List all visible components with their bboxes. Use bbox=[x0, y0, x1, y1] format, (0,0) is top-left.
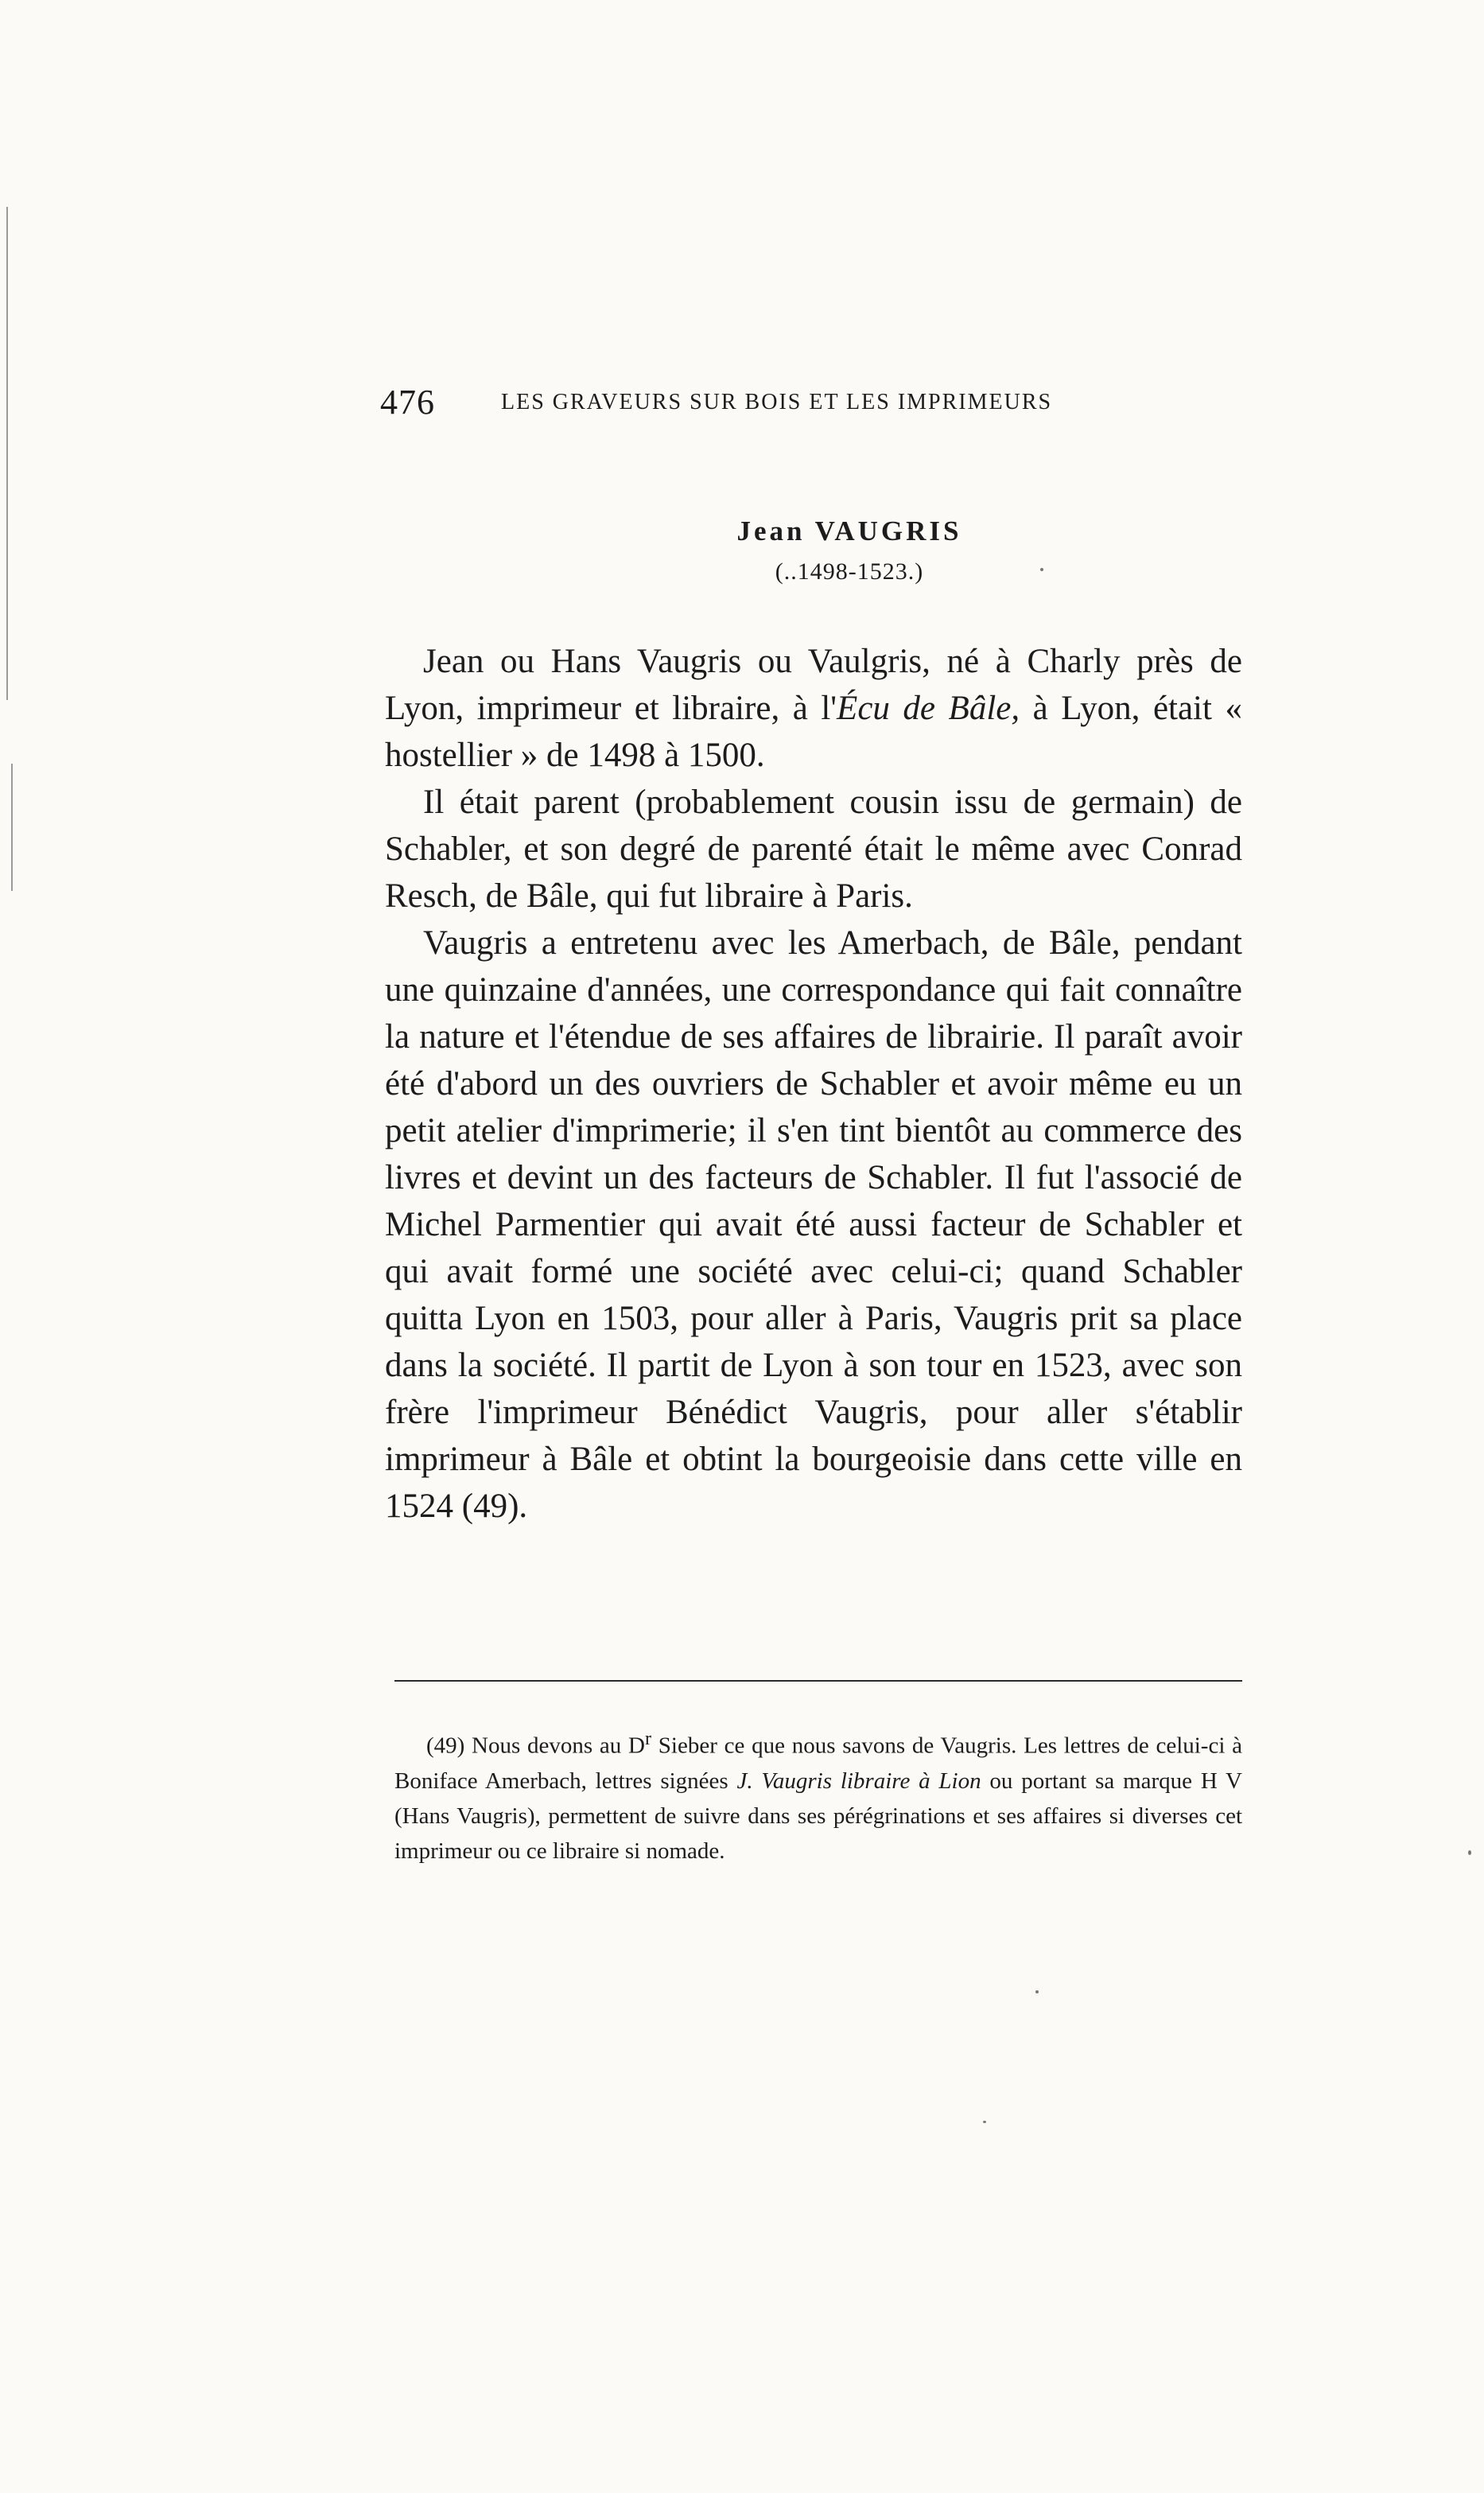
paragraph-1-text: Jean ou Hans Vaugris ou Vaulgris, né à Charly près de Lyon, imprimeur et libraire, à l' bbox=[385, 643, 1242, 727]
speck bbox=[1468, 1850, 1471, 1855]
footnote-superscript: r bbox=[645, 1728, 652, 1749]
running-title: LES GRAVEURS SUR BOIS ET LES IMPRIMEURS bbox=[501, 390, 1053, 414]
footnote-rule bbox=[394, 1680, 1242, 1682]
speck bbox=[983, 2121, 986, 2123]
paragraph-1 bbox=[385, 638, 1242, 779]
section-heading bbox=[380, 515, 1255, 585]
running-head bbox=[380, 382, 1255, 430]
paragraph-3: Vaugris a entretenu avec les Amerbach, de Bâle, pendant une quinzaine d'années, une correspondance qui fait connaître la nature et l'étendue de ses affaires de librairie. Il paraît avoir été d'abord un des ouvriers de Schabler et avoir même eu un petit atelier d'imprimerie; il s'en tint bientôt au commerce des livres et devint un des facteurs de Schabler. Il fut l'associé de Michel Parmentier qui avait été aussi facteur de Schabler et qui avait formé une société avec celui-ci; quand Schabler quitta Lyon en 1503, pour aller à Paris, Vaugris prit sa place dans la société. Il partit de Lyon à son tour en 1523, avec son frère l'imprimeur Bénédict Vaugris, pour aller s'établir imprimeur à Bâle et obtint la bourgeoisie dans cette ville en 1524 (49). bbox=[385, 924, 1242, 1525]
page-edge-shadow bbox=[11, 764, 13, 891]
heading-name: Jean VAUGRIS bbox=[736, 515, 962, 546]
footnote-49 bbox=[394, 1721, 1242, 1869]
footnotes bbox=[394, 1721, 1242, 1869]
footnote-text-end: ou portant sa marque H V (Hans Vaugris), permettent de suivre dans ses pérégrinations et ses affaires si diverses cet imprimeur ou ce libraire si nomade. bbox=[394, 1768, 1242, 1864]
paragraph-2: Il était parent (probablement cousin issu de germain) de Schabler, et son degré de parenté était le même avec Conrad Resch, de Bâle, qui fut libraire à Paris. bbox=[385, 784, 1242, 915]
footnote-text: (49) Nous devons au D bbox=[426, 1733, 645, 1759]
page-number: 476 bbox=[380, 383, 435, 422]
paragraph-1-text-end: à Lyon, était « hostellier » de 1498 à 1500. bbox=[385, 690, 1242, 774]
footnote-italic: J. Vaugris libraire à Lion bbox=[736, 1768, 981, 1794]
paragraph-1-italic: Écu de Bâle, bbox=[837, 690, 1020, 727]
footnote-text-continued: Sieber ce que nous savons de Vaugris. Les lettres de celui-ci à Boniface Amerbach, lettres signées bbox=[394, 1733, 1243, 1794]
speck bbox=[1035, 1990, 1039, 1993]
page-edge-shadow bbox=[6, 207, 8, 700]
body-text bbox=[385, 638, 1242, 1530]
heading-dates: (..1498-1523.) bbox=[775, 558, 924, 585]
